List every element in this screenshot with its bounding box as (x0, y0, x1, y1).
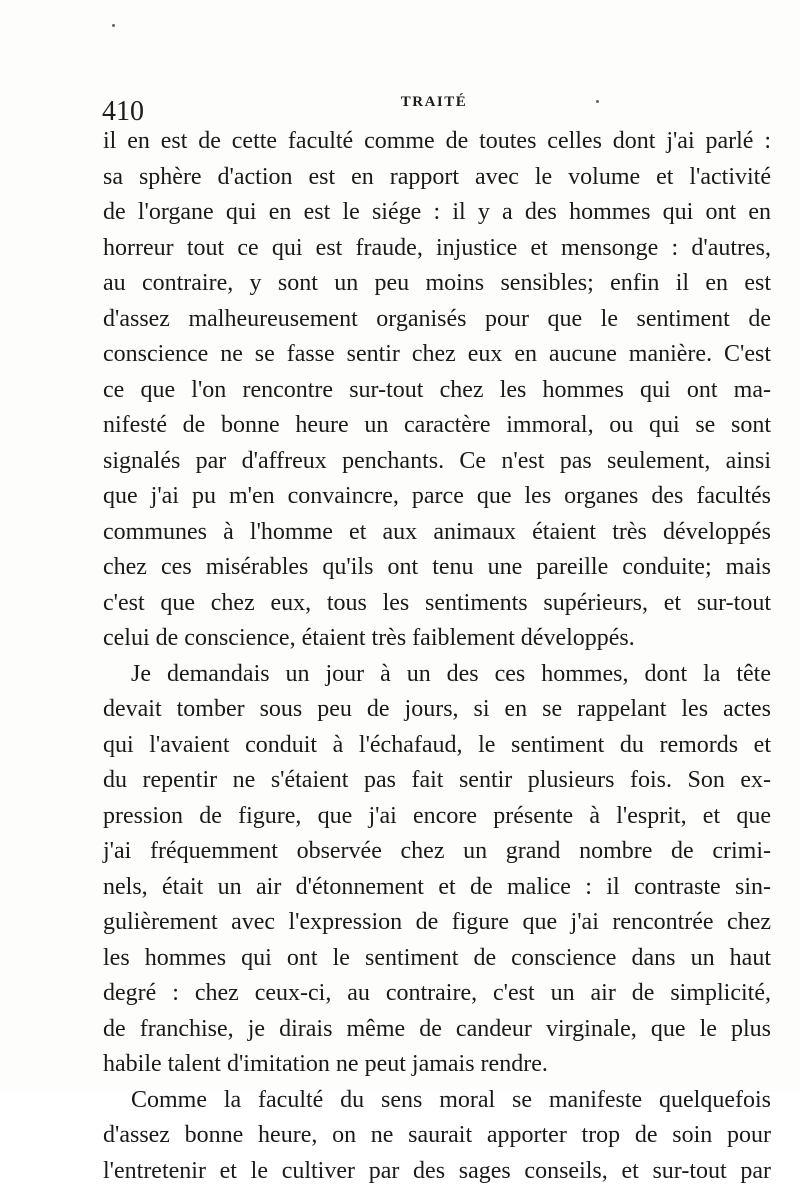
text-line: c'est que chez eux, tous les sentiments supérieurs, et sur-tout (103, 586, 771, 622)
text-line: devait tomber sous peu de jours, si en se rappelant les actes (103, 692, 771, 728)
running-head (98, 88, 770, 128)
text-line: j'ai fréquemment observée chez un grand nombre de crimi- (103, 834, 771, 870)
page-number: 410 (102, 96, 144, 128)
text-line: ce que l'on rencontre sur-tout chez les hommes qui ont ma- (103, 373, 771, 409)
text-line: chez ces misérables qu'ils ont tenu une pareille conduite; mais (103, 550, 771, 586)
text-line: sa sphère d'action est en rapport avec le volume et l'activité (103, 160, 771, 196)
text-line: au contraire, y sont un peu moins sensibles; enfin il en est (103, 266, 771, 302)
text-line: pression de figure, que j'ai encore présente à l'esprit, et que (103, 799, 771, 835)
ink-speck-decoration (596, 100, 599, 103)
body-text (103, 124, 771, 1189)
running-title: TRAITÉ (98, 94, 770, 111)
text-line: celui de conscience, étaient très faiblement développés. (103, 621, 771, 657)
text-line: d'assez bonne heure, on ne saurait apporter trop de soin pour (103, 1118, 771, 1154)
text-line: horreur tout ce qui est fraude, injustice et mensonge : d'autres, (103, 231, 771, 267)
text-line: Comme la faculté du sens moral se manifeste quelquefois (103, 1083, 771, 1119)
text-line: habile talent d'imitation ne peut jamais rendre. (103, 1047, 771, 1083)
ink-speck-decoration (112, 24, 115, 27)
text-line: Je demandais un jour à un des ces hommes, dont la tête (103, 657, 771, 693)
text-line: gulièrement avec l'expression de figure que j'ai rencontrée chez (103, 905, 771, 941)
text-line: nels, était un air d'étonnement et de malice : il contraste sin- (103, 870, 771, 906)
text-line: degré : chez ceux-ci, au contraire, c'est un air de simplicité, (103, 976, 771, 1012)
text-line: les hommes qui ont le sentiment de conscience dans un haut (103, 941, 771, 977)
text-line: de l'organe qui en est le siége : il y a des hommes qui ont en (103, 195, 771, 231)
text-line: de franchise, je dirais même de candeur virginale, que le plus (103, 1012, 771, 1048)
text-line: communes à l'homme et aux animaux étaient très développés (103, 515, 771, 551)
text-line: du repentir ne s'étaient pas fait sentir plusieurs fois. Son ex- (103, 763, 771, 799)
text-line: il en est de cette faculté comme de toutes celles dont j'ai parlé : (103, 124, 771, 160)
text-line: nifesté de bonne heure un caractère immoral, ou qui se sont (103, 408, 771, 444)
text-line: conscience ne se fasse sentir chez eux en aucune manière. C'est (103, 337, 771, 373)
text-line: signalés par d'affreux penchants. Ce n'est pas seulement, ainsi (103, 444, 771, 480)
text-line: qui l'avaient conduit à l'échafaud, le sentiment du remords et (103, 728, 771, 764)
text-line: l'entretenir et le cultiver par des sages conseils, et sur-tout par (103, 1154, 771, 1189)
text-line: d'assez malheureusement organisés pour que le sentiment de (103, 302, 771, 338)
text-line: que j'ai pu m'en convaincre, parce que les organes des facultés (103, 479, 771, 515)
